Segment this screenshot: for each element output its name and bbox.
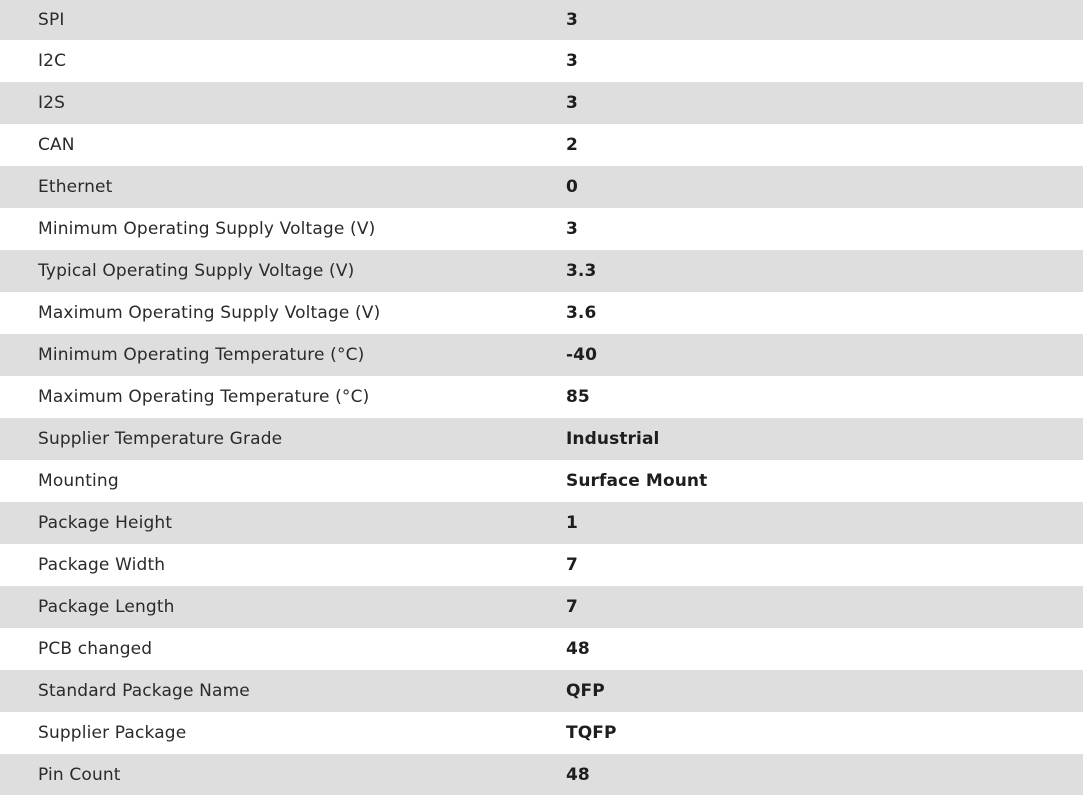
spec-value: QFP bbox=[566, 681, 605, 701]
spec-row-standard-package-name bbox=[0, 670, 1083, 712]
spec-row-max-supply-voltage bbox=[0, 292, 1083, 334]
spec-label: CAN bbox=[38, 135, 75, 155]
spec-value: 7 bbox=[566, 555, 578, 575]
spec-row-i2c bbox=[0, 40, 1083, 82]
spec-value: 3.6 bbox=[566, 303, 597, 323]
spec-value: 3 bbox=[566, 10, 578, 30]
spec-value: 2 bbox=[566, 135, 578, 155]
spec-label: I2S bbox=[38, 93, 66, 113]
spec-row-package-width bbox=[0, 544, 1083, 586]
spec-value: 7 bbox=[566, 597, 578, 617]
spec-row-min-supply-voltage bbox=[0, 208, 1083, 250]
spec-label: SPI bbox=[38, 10, 65, 30]
spec-value: Industrial bbox=[566, 429, 660, 449]
spec-row-mounting bbox=[0, 460, 1083, 502]
spec-row-min-temperature bbox=[0, 334, 1083, 376]
spec-value: 48 bbox=[566, 639, 590, 659]
spec-label: Supplier Package bbox=[38, 723, 187, 743]
spec-label: I2C bbox=[38, 51, 67, 71]
spec-row-spi bbox=[0, 0, 1083, 40]
spec-label: Package Length bbox=[38, 597, 175, 617]
spec-label: Package Width bbox=[38, 555, 166, 575]
spec-value: TQFP bbox=[566, 723, 617, 743]
spec-label: Typical Operating Supply Voltage (V) bbox=[38, 261, 355, 281]
spec-row-temperature-grade bbox=[0, 418, 1083, 460]
spec-label: Standard Package Name bbox=[38, 681, 250, 701]
spec-value: 48 bbox=[566, 764, 590, 785]
spec-label: PCB changed bbox=[38, 639, 153, 659]
spec-label: Maximum Operating Temperature (°C) bbox=[38, 387, 370, 407]
spec-label: Ethernet bbox=[38, 177, 113, 197]
spec-row-package-length bbox=[0, 586, 1083, 628]
spec-value: 3.3 bbox=[566, 261, 597, 281]
spec-value: 1 bbox=[566, 513, 578, 533]
spec-label: Mounting bbox=[38, 471, 119, 491]
spec-row-i2s bbox=[0, 82, 1083, 124]
spec-row-pcb-changed bbox=[0, 628, 1083, 670]
spec-value: 3 bbox=[566, 93, 578, 113]
spec-label: Minimum Operating Temperature (°C) bbox=[38, 345, 365, 365]
spec-value: 3 bbox=[566, 219, 578, 239]
spec-row-typ-supply-voltage bbox=[0, 250, 1083, 292]
spec-row-supplier-package bbox=[0, 712, 1083, 754]
spec-value: 0 bbox=[566, 177, 578, 197]
spec-label: Package Height bbox=[38, 513, 173, 533]
spec-value: -40 bbox=[566, 345, 598, 365]
spec-value: 3 bbox=[566, 51, 578, 71]
spec-label: Maximum Operating Supply Voltage (V) bbox=[38, 303, 381, 323]
spec-value: Surface Mount bbox=[566, 471, 708, 491]
spec-row-ethernet bbox=[0, 166, 1083, 208]
spec-label: Pin Count bbox=[38, 764, 121, 785]
spec-row-max-temperature bbox=[0, 376, 1083, 418]
spec-row-pin-count bbox=[0, 754, 1083, 795]
spec-row-package-height bbox=[0, 502, 1083, 544]
spec-label: Supplier Temperature Grade bbox=[38, 429, 283, 449]
spec-row-can bbox=[0, 124, 1083, 166]
spec-label: Minimum Operating Supply Voltage (V) bbox=[38, 219, 376, 239]
spec-value: 85 bbox=[566, 387, 590, 407]
